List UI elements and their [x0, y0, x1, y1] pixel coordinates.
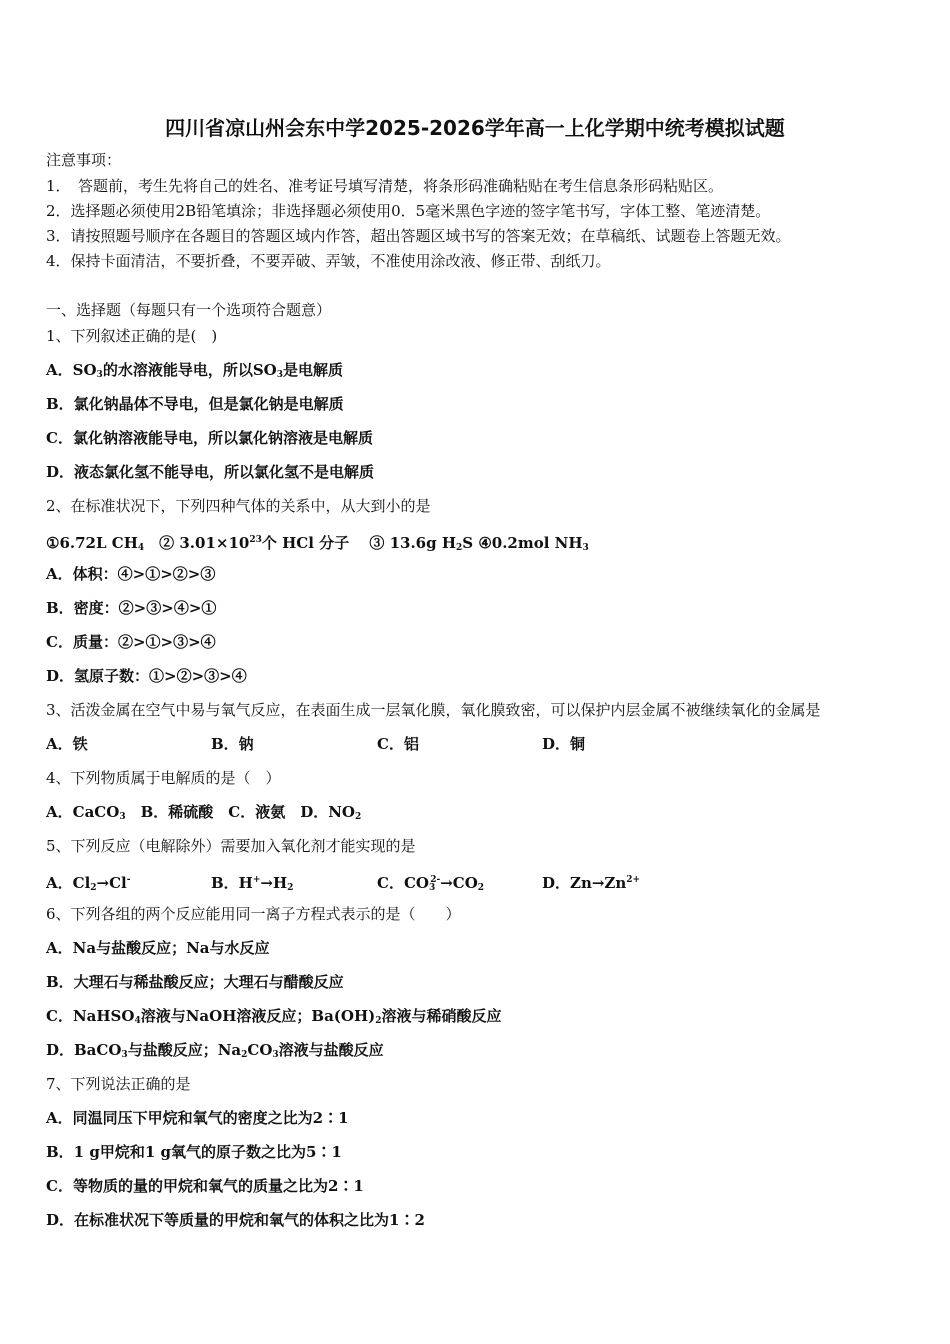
question-6-option-b: B．大理石与稀盐酸反应；大理石与醋酸反应 — [46, 973, 344, 991]
question-5-option-d: D．$Zn\to Zn^{2+}$ — [542, 874, 641, 892]
question-2-option-c: C．质量：②>①>③>④ — [46, 633, 216, 651]
question-2-option-d: D．氢原子数：①>②>③>④ — [46, 667, 247, 685]
question-5-option-c: C．$CO_3^{2-}\to CO_2$ — [377, 874, 485, 893]
question-7-option-c: C．等物质的量的甲烷和氧气的质量之比为2∶1 — [46, 1177, 364, 1195]
page-title: 四川省凉山州会东中学2025-2026学年高一上化学期中统考模拟试题 — [165, 116, 785, 140]
question-6-stem: 6、下列各组的两个反应能用同一离子方程式表示的是（ ） — [46, 905, 461, 923]
question-4-options: A．CaCO$_3$ B．稀硫酸 C．液氨 D．$NO_2$ — [46, 803, 362, 822]
notice-heading: 注意事项： — [46, 151, 122, 169]
section-heading: 一、选择题（每题只有一个选项符合题意） — [46, 301, 332, 319]
question-3-option-b: B．钠 — [211, 735, 254, 753]
notice-item-4: 4．保持卡面清洁，不要折叠，不要弄破、弄皱，不准使用涂改液、修正带、刮纸刀。 — [46, 252, 611, 270]
question-7-stem: 7、下列说法正确的是 — [46, 1075, 191, 1093]
question-3-option-a: A．铁 — [46, 735, 88, 753]
notice-item-1: 1． 答题前，考生先将自己的姓名、准考证号填写清楚，将条形码准确粘贴在考生信息条形码粘贴区。 — [46, 177, 724, 195]
question-2-option-b: B．密度：②>③>④>① — [46, 599, 217, 617]
question-5-stem: 5、下列反应（电解除外）需要加入氧化剂才能实现的是 — [46, 837, 416, 855]
question-4-stem: 4、下列物质属于电解质的是（ ） — [46, 769, 281, 787]
notice-item-2: 2．选择题必须使用2B铅笔填涂；非选择题必须使用0．5毫米黑色字迹的签字笔书写，字体工整、笔迹清楚。 — [46, 202, 771, 220]
question-7-option-b: B．1 g甲烷和1 g氧气的原子数之比为5∶1 — [46, 1143, 342, 1161]
question-2-stem: 2、在标准状况下，下列四种气体的关系中，从大到小的是 — [46, 497, 431, 515]
question-7-option-a: A．同温同压下甲烷和氧气的密度之比为2∶1 — [46, 1109, 349, 1127]
question-3-option-d: D．铜 — [542, 735, 586, 753]
question-1-option-d: D．液态氯化氢不能导电，所以氯化氢不是电解质 — [46, 463, 375, 481]
notice-item-3: 3．请按照题号顺序在各题目的答题区域内作答，超出答题区域书写的答案无效；在草稿纸、试题卷上答题无效。 — [46, 227, 791, 245]
question-6-option-a: A．Na与盐酸反应；Na与水反应 — [46, 939, 270, 957]
question-5-option-a: A．$Cl_2\to Cl^-$ — [46, 874, 131, 893]
question-1-stem: 1、下列叙述正确的是( ) — [46, 327, 218, 345]
question-2-items: ①6.72L $CH_4$ ② $3.01\times 10^{23}$个 HCl 分子 ③ 13.6g $H_2S$ ④0.2mol $NH_3$ — [46, 534, 589, 553]
question-1-option-b: B．氯化钠晶体不导电，但是氯化钠是电解质 — [46, 395, 344, 413]
question-6-option-c: C．NaHSO$_4$溶液与NaOH溶液反应；$Ba(OH)_2$溶液与稀硝酸反应 — [46, 1007, 502, 1026]
question-1-option-c: C．氯化钠溶液能导电，所以氯化钠溶液是电解质 — [46, 429, 373, 447]
question-2-option-a: A．体积：④>①>②>③ — [46, 565, 216, 583]
question-7-option-d: D．在标准状况下等质量的甲烷和氧气的体积之比为1∶2 — [46, 1211, 425, 1229]
question-5-option-b: B．$H^+\to H_2$ — [211, 874, 294, 893]
question-6-option-d: D．BaCO$_3$与盐酸反应；$Na_2CO_3$溶液与盐酸反应 — [46, 1041, 384, 1060]
question-3-stem: 3、活泼金属在空气中易与氧气反应，在表面生成一层氧化膜，氧化膜致密，可以保护内层金属不被继续氧化的金属是 — [46, 701, 821, 719]
question-1-option-a: A．$SO_3$的水溶液能导电，所以$SO_3$是电解质 — [46, 361, 343, 380]
question-3-option-c: C．铝 — [377, 735, 419, 753]
